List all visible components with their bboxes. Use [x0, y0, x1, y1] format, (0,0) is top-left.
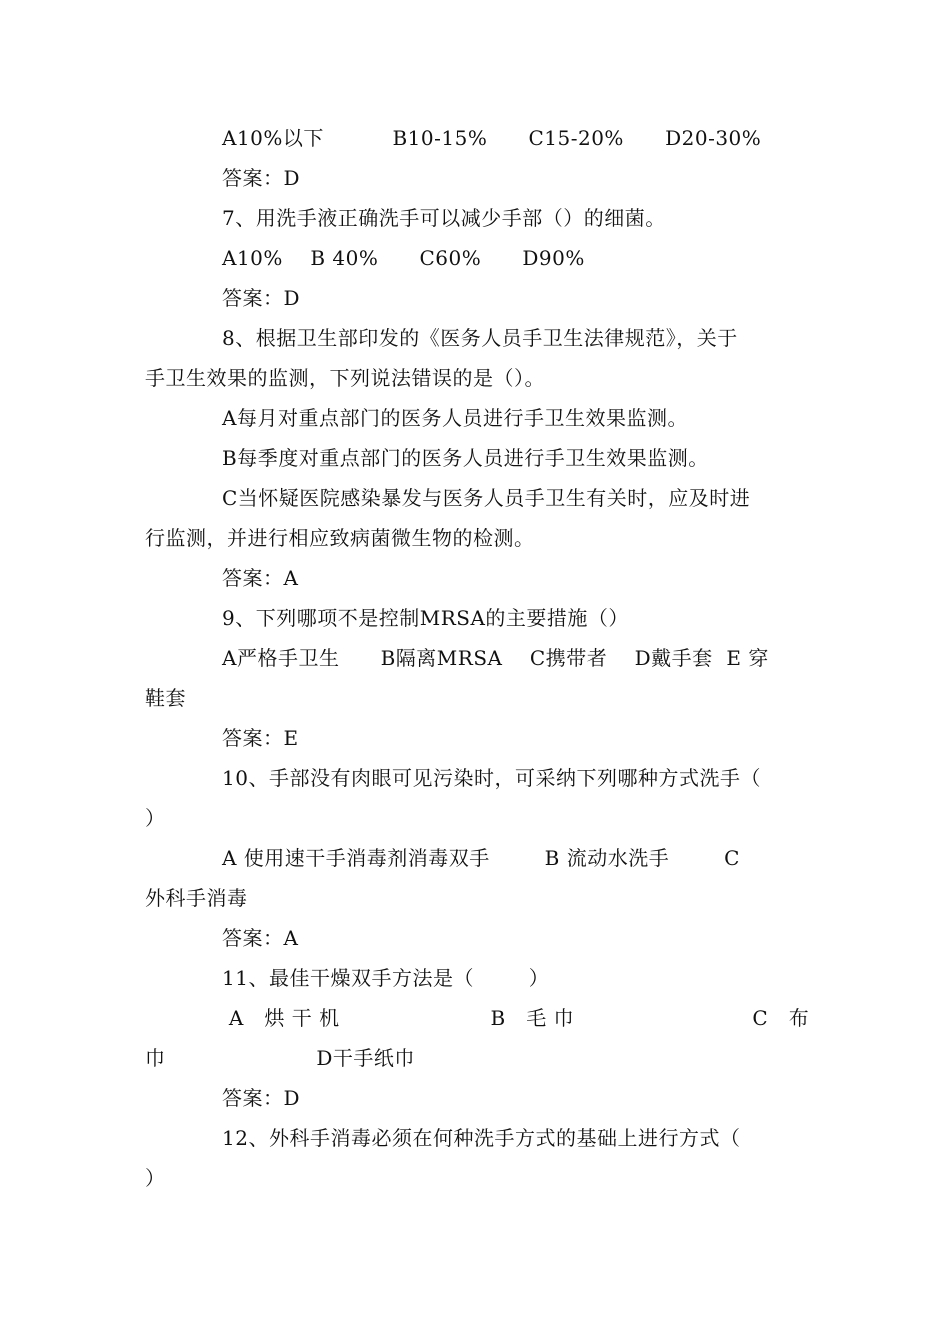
q8-question: 8、根据卫生部印发的《医务人员手卫生法律规范》，关于 — [222, 326, 738, 350]
q10-options-cont: 外科手消毒 — [145, 886, 248, 910]
q12-question-cont: ） — [145, 1166, 166, 1190]
q9-question: 9、下列哪项不是控制MRSA的主要措施（） — [222, 606, 629, 630]
q11-options-cont: 巾 D干手纸巾 — [145, 1046, 415, 1070]
q11-options: A 烘 干 机 B 毛 巾 C 布 — [222, 1006, 810, 1030]
q6-options: A10%以下 B10-15% C15-20% D20-30% — [222, 126, 762, 150]
q10-answer: 答案：A — [222, 926, 299, 950]
q12-question: 12、外科手消毒必须在何种洗手方式的基础上进行方式（ — [222, 1126, 741, 1150]
q8-answer: 答案：A — [222, 566, 299, 590]
q10-question-cont: ） — [145, 806, 166, 830]
q8-question-cont: 手卫生效果的监测，下列说法错误的是（）。 — [145, 366, 545, 390]
q7-question: 7、用洗手液正确洗手可以减少手部（）的细菌。 — [222, 206, 666, 230]
q10-question: 10、手部没有肉眼可见污染时，可采纳下列哪种方式洗手（ — [222, 766, 761, 790]
q9-options: A严格手卫生 B隔离MRSA C携带者 D戴手套 E 穿 — [222, 646, 769, 670]
q9-options-cont: 鞋套 — [145, 686, 186, 710]
q7-answer: 答案：D — [222, 286, 301, 310]
q6-answer: 答案：D — [222, 166, 301, 190]
q8-option-c-cont: 行监测，并进行相应致病菌微生物的检测。 — [145, 526, 535, 550]
q11-question: 11、最佳干燥双手方法是（ ） — [222, 966, 550, 990]
q8-option-c: C当怀疑医院感染暴发与医务人员手卫生有关时，应及时进 — [222, 486, 751, 510]
q10-options: A 使用速干手消毒剂消毒双手 B 流动水洗手 C — [222, 846, 740, 870]
q9-answer: 答案：E — [222, 726, 299, 750]
q8-option-a: A每月对重点部门的医务人员进行手卫生效果监测。 — [222, 406, 688, 430]
q8-option-b: B每季度对重点部门的医务人员进行手卫生效果监测。 — [222, 446, 709, 470]
q7-options: A10% B 40% C60% D90% — [222, 246, 585, 270]
q11-answer: 答案：D — [222, 1086, 301, 1110]
